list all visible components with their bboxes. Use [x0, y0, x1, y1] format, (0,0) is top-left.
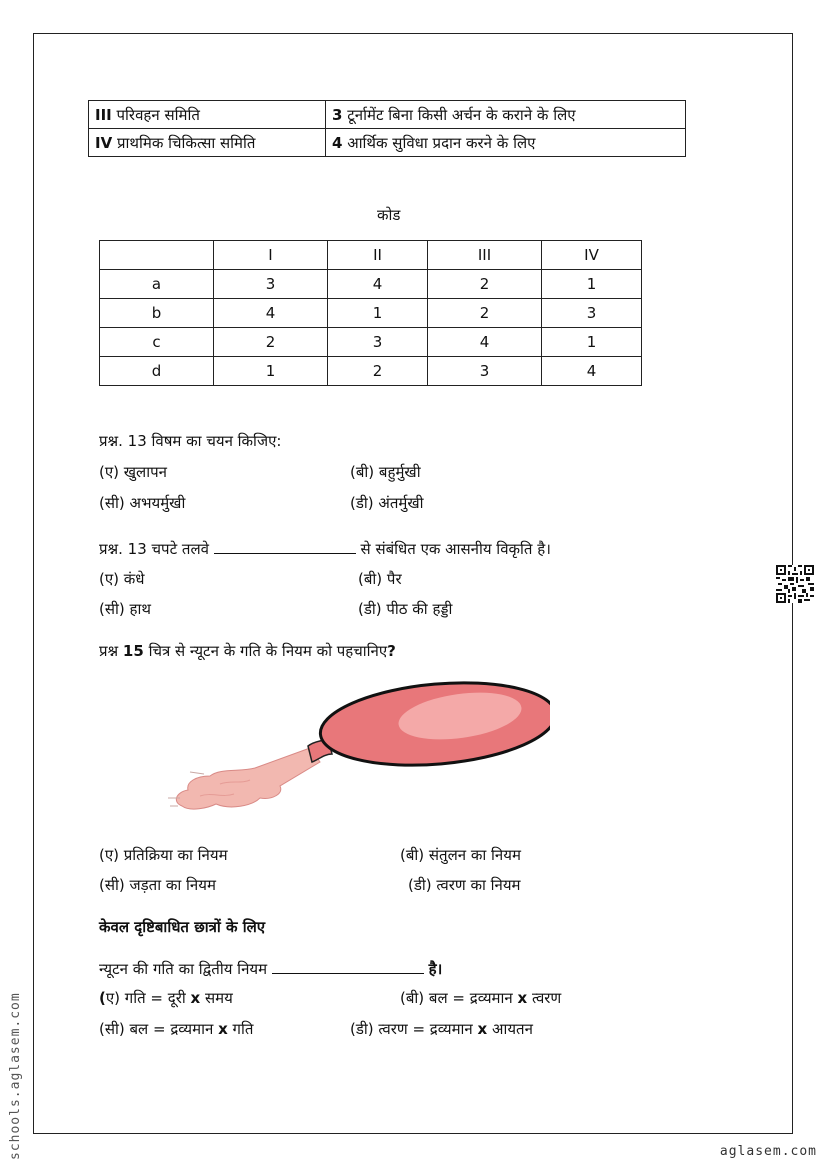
option-d: (डी) पीठ की हड्डी	[358, 600, 453, 618]
option-a: (ए) प्रतिक्रिया का नियम	[99, 846, 228, 864]
option-b: (बी) संतुलन का नियम	[400, 846, 521, 864]
answer-blank	[214, 539, 356, 554]
balloon-illustration	[160, 680, 550, 820]
qr-code[interactable]	[776, 565, 814, 603]
table-cell: 3	[328, 328, 428, 357]
table-cell: 3 टूर्नामेंट बिना किसी अर्चन के कराने के लिए	[326, 101, 686, 129]
question-text: प्रश्न. 13 चपटे तलवे	[99, 540, 209, 558]
table-cell: 4	[428, 328, 542, 357]
table-header: IV	[542, 241, 642, 270]
section-heading: केवल दृष्टिबाधित छात्रों के लिए	[99, 918, 266, 936]
table-cell: 3	[542, 299, 642, 328]
table-row	[89, 129, 686, 157]
table-cell: 1	[542, 270, 642, 299]
table-cell: 4	[328, 270, 428, 299]
question-text: से संबंधित एक आसनीय विकृति है।	[360, 540, 551, 558]
question-text: न्यूटन की गति का द्वितीय नियम	[99, 960, 268, 978]
table-header: II	[328, 241, 428, 270]
table-row	[100, 357, 642, 386]
table-cell: III परिवहन समिति	[89, 101, 326, 129]
option-d: (डी) त्वरण का नियम	[408, 876, 521, 894]
table-cell: 2	[428, 299, 542, 328]
table-cell: c	[100, 328, 214, 357]
question-13b	[99, 539, 551, 559]
question-newton	[99, 959, 442, 979]
code-table	[99, 240, 642, 386]
table-cell: 4	[542, 357, 642, 386]
option-a: (ए) गति = दूरी x समय	[99, 989, 233, 1007]
question-text: है।	[428, 960, 443, 978]
option-d: (डी) अंतर्मुखी	[350, 494, 424, 512]
option-b: (बी) बल = द्रव्यमान x त्वरण	[400, 989, 562, 1007]
table-row	[100, 270, 642, 299]
option-c: (सी) अभयर्मुखी	[99, 494, 186, 512]
question-13a: प्रश्न. 13 विषम का चयन किजिए:	[99, 432, 282, 450]
option-a: (ए) खुलापन	[99, 463, 167, 481]
table-row	[100, 328, 642, 357]
table-cell: 2	[214, 328, 328, 357]
code-label: कोड	[377, 206, 401, 224]
air-puff	[168, 748, 320, 809]
table-cell: d	[100, 357, 214, 386]
table-cell: a	[100, 270, 214, 299]
table-cell: IV प्राथमिक चिकित्सा समिति	[89, 129, 326, 157]
option-d: (डी) त्वरण = द्रव्यमान x आयतन	[350, 1020, 533, 1038]
table-row	[100, 299, 642, 328]
table-cell: 3	[214, 270, 328, 299]
table-header-row	[100, 241, 642, 270]
option-b: (बी) बहुर्मुखी	[350, 463, 421, 481]
table-cell: b	[100, 299, 214, 328]
side-watermark: schools.aglasem.com	[8, 992, 23, 1160]
table-cell: 1	[542, 328, 642, 357]
table-cell: 4	[214, 299, 328, 328]
question-15: प्रश्न 15 चित्र से न्यूटन के गति के नियम को पहचानिए?	[99, 642, 396, 660]
table-header: I	[214, 241, 328, 270]
table-row	[89, 101, 686, 129]
option-b: (बी) पैर	[358, 570, 402, 588]
option-c: (सी) बल = द्रव्यमान x गति	[99, 1020, 254, 1038]
option-c: (सी) जड़ता का नियम	[99, 876, 216, 894]
option-c: (सी) हाथ	[99, 600, 151, 618]
table-header	[100, 241, 214, 270]
table-cell: 1	[214, 357, 328, 386]
table-cell: 3	[428, 357, 542, 386]
table-cell: 2	[428, 270, 542, 299]
table-cell: 4 आर्थिक सुविधा प्रदान करने के लिए	[326, 129, 686, 157]
table-header: III	[428, 241, 542, 270]
bottom-watermark: aglasem.com	[719, 1144, 817, 1159]
match-table	[88, 100, 686, 157]
table-cell: 2	[328, 357, 428, 386]
answer-blank	[272, 959, 424, 974]
table-cell: 1	[328, 299, 428, 328]
option-a: (ए) कंधे	[99, 570, 145, 588]
